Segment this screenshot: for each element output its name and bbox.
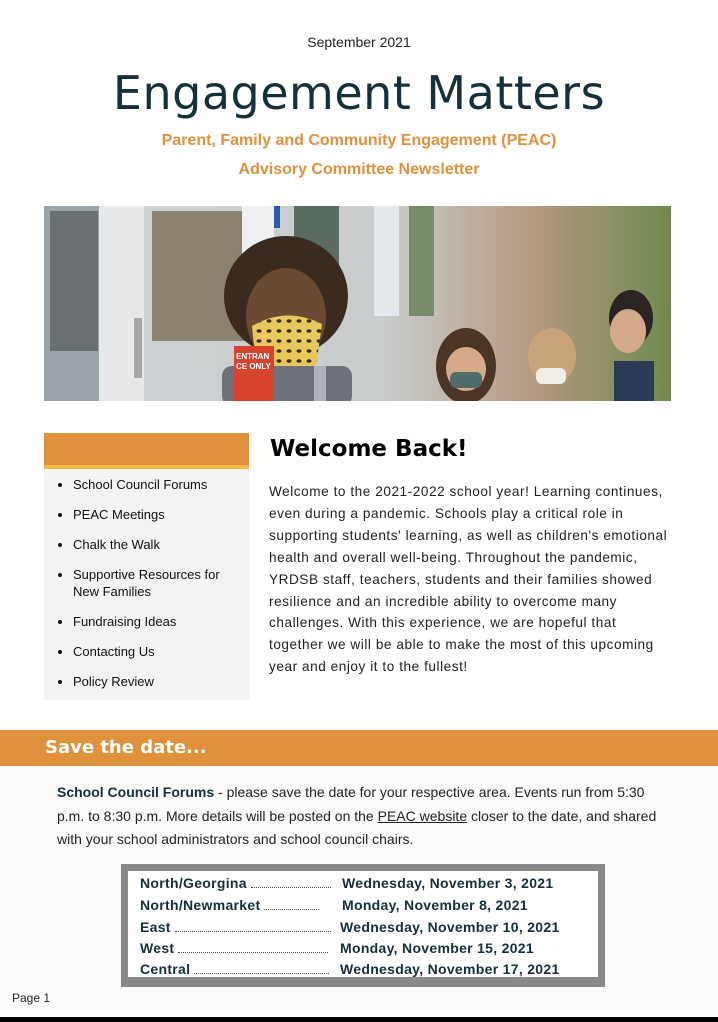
schedule-date: Monday, November 8, 2021: [342, 897, 528, 913]
leader-dots: [251, 887, 331, 888]
issue-date: September 2021: [307, 34, 411, 50]
welcome-body: Welcome to the 2021-2022 school year! Learning continues, even during a pandemic. Schools play a critical role in supporting students' learning, as well as children's emotional health and overall well-being. Throughout the pandemic, YRDSB staff, teachers, students and their families showed resilience and an incredible ability to overcome many challenges. With this experience, we are hopeful that together we will be able to make the most of this upcoming year and enjoy it to the fullest!: [269, 484, 668, 675]
hero-photo: [44, 206, 671, 401]
schedule-date: Wednesday, November 17, 2021: [340, 961, 560, 977]
sidebar-header-bar: [44, 433, 249, 469]
schedule-area: North/Newmarket: [140, 897, 261, 913]
sidebar-item-policy-review[interactable]: • Policy Review: [73, 673, 249, 690]
schedule-area: East: [140, 919, 171, 935]
schedule-list: [128, 871, 598, 977]
schedule-row: [140, 940, 534, 956]
schedule-row: [140, 875, 554, 891]
forums-text-1: - please save the date for your respective area. Events run from 5:30 p.m. to 8:30 p.m. More details will be posted on the: [57, 784, 645, 824]
sidebar-item-fundraising-ideas[interactable]: • Fundraising Ideas: [73, 613, 249, 630]
schedule-row: [140, 919, 560, 935]
hero-photo-illustration: [44, 206, 671, 401]
sidebar-item-peac-meetings[interactable]: • PEAC Meetings: [73, 506, 249, 523]
peac-website-link[interactable]: PEAC website: [377, 807, 468, 824]
schedule-row: [140, 961, 560, 977]
sidebar-item-chalk-the-walk[interactable]: • Chalk the Walk: [73, 536, 249, 553]
leader-dots: [194, 973, 329, 974]
leader-dots: [178, 952, 328, 953]
newsletter-subtitle-line2: Advisory Committee Newsletter: [238, 161, 480, 178]
schedule-area: Central: [140, 961, 191, 977]
newsletter-title: Engagement Matters: [112, 66, 606, 120]
page-bottom-border: [0, 1017, 718, 1022]
schedule-row: [140, 897, 528, 913]
entrance-sign-text: ENTRANCE ONLY: [236, 352, 271, 371]
schedule-area: West: [140, 940, 175, 956]
forums-paragraph: [57, 781, 667, 852]
schedule-date: Wednesday, November 10, 2021: [340, 919, 560, 935]
save-the-date-banner: [0, 730, 718, 766]
leader-dots: [175, 931, 331, 932]
schedule-area: North/Georgina: [140, 875, 247, 891]
forums-text-2: closer to the date, and shared with your school administrators and school council chairs.: [57, 807, 657, 847]
welcome-heading: Welcome Back!: [270, 436, 468, 462]
sidebar-contents: [44, 433, 249, 700]
sidebar-item-school-council-forums[interactable]: • School Council Forums: [73, 476, 249, 493]
page-number: Page 1: [12, 991, 51, 1005]
newsletter-subtitle-line1: Parent, Family and Community Engagement (PEAC): [161, 132, 557, 149]
forums-lead: School Council Forums: [57, 784, 215, 800]
sidebar-list: [44, 469, 249, 690]
schedule-date: Monday, November 15, 2021: [340, 940, 534, 956]
leader-dots: [264, 909, 319, 910]
entrance-sign: [234, 346, 274, 401]
door-hinge: [134, 318, 142, 378]
sidebar-item-supportive-resources[interactable]: • Supportive Resources for New Families: [73, 566, 249, 600]
schedule-date: Wednesday, November 3, 2021: [342, 875, 554, 891]
schedule-box: [121, 864, 605, 987]
save-the-date-heading: Save the date...: [45, 737, 207, 758]
sidebar-item-contacting-us[interactable]: • Contacting Us: [73, 643, 249, 660]
